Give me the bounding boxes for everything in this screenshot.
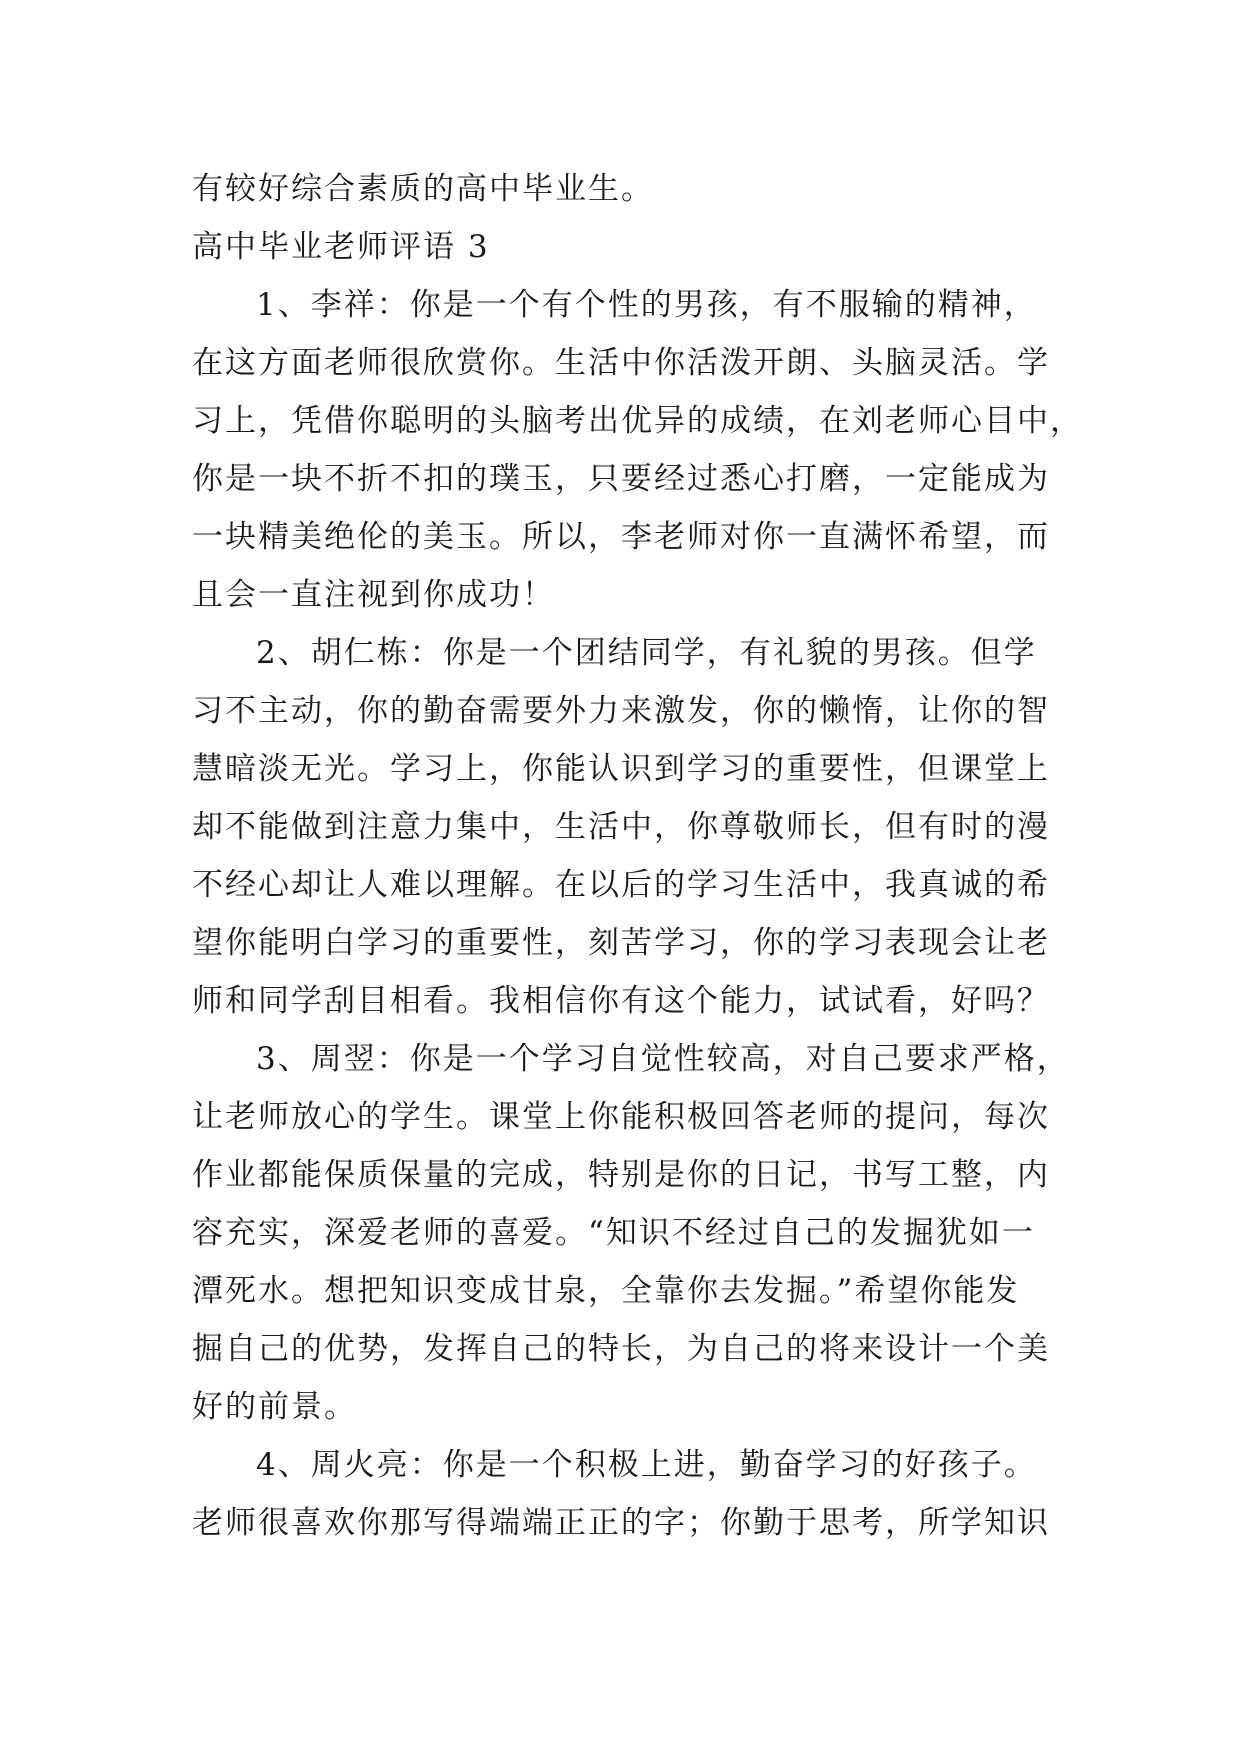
paragraph-line: 老师很喜欢你那写得端端正正的字；你勤于思考，所学知识 [192,1505,1050,1541]
paragraph-line: 慧暗淡无光。学习上，你能认识到学习的重要性，但课堂上 [192,751,1050,787]
paragraph-line: 容充实，深爱老师的喜爱。“知识不经过自己的发掘犹如一 [192,1215,1035,1251]
paragraph-line: 一块精美绝伦的美玉。所以，李老师对你一直满怀希望，而 [192,519,1050,555]
paragraph-line: 师和同学刮目相看。我相信你有这个能力，试试看，好吗？ [192,983,1050,1019]
paragraph-line: 潭死水。想把知识变成甘泉，全靠你去发掘。”希望你能发 [192,1273,1020,1309]
paragraph-line: 1、李祥：你是一个有个性的男孩，有不服输的精神， [256,287,1037,323]
paragraph-line: 却不能做到注意力集中，生活中，你尊敬师长，但有时的漫 [192,809,1050,845]
paragraph-3 [192,1030,1070,1436]
document-page [192,160,1083,1552]
paragraph-line: 2、胡仁栋：你是一个团结同学，有礼貌的男孩。但学 [256,635,1037,671]
paragraph-line: 在这方面老师很欣赏你。生活中你活泼开朗、头脑灵活。学 [192,345,1050,381]
paragraph-line: 掘自己的优势，发挥自己的特长，为自己的将来设计一个美 [192,1331,1050,1367]
paragraph-1 [192,276,1083,624]
paragraph-line: 你是一块不折不扣的璞玉，只要经过悉心打磨，一定能成为 [192,461,1050,497]
section-title: 高中毕业老师评语 3 [192,229,490,265]
paragraph-line: 望你能明白学习的重要性，刻苦学习，你的学习表现会让老 [192,925,1050,961]
paragraph-2 [192,624,1050,1030]
paragraph-line: 让老师放心的学生。课堂上你能积极回答老师的提问，每次 [192,1099,1050,1135]
paragraph-line: 3、周翌：你是一个学习自觉性较高，对自己要求严格， [256,1041,1070,1077]
paragraph-line: 习不主动，你的勤奋需要外力来激发，你的懒惰，让你的智 [192,693,1050,729]
paragraph-line: 习上，凭借你聪明的头脑考出优异的成绩，在刘老师心目中， [192,403,1083,439]
intro-tail-line: 有较好综合素质的高中毕业生。 [192,171,654,207]
paragraph-line: 且会一直注视到你成功！ [192,577,555,613]
paragraph-line: 不经心却让人难以理解。在以后的学习生活中，我真诚的希 [192,867,1050,903]
paragraph-line: 作业都能保质保量的完成，特别是你的日记，书写工整，内 [192,1157,1050,1193]
paragraph-4 [192,1436,1050,1552]
paragraph-line: 4、周火亮：你是一个积极上进，勤奋学习的好孩子。 [256,1447,1037,1483]
paragraph-line: 好的前景。 [192,1389,357,1425]
